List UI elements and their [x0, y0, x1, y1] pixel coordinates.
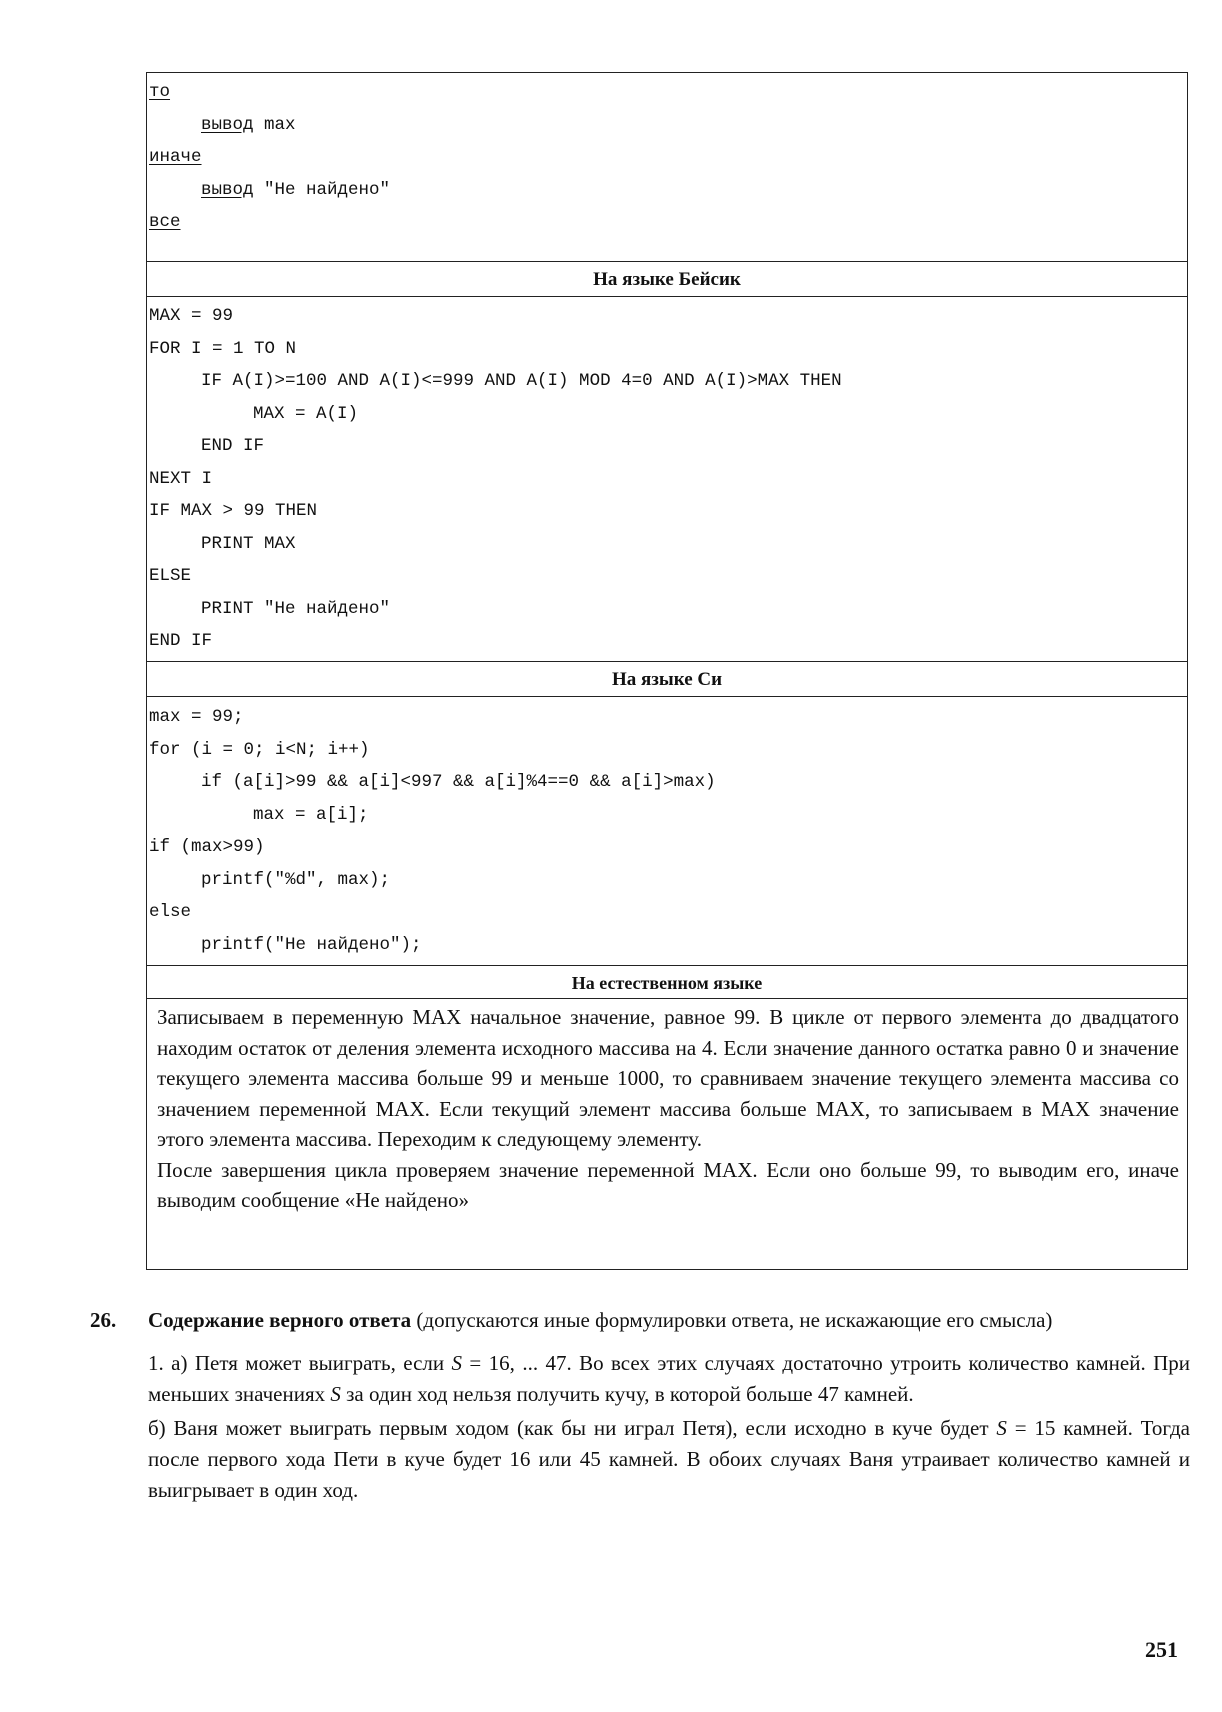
c-code-block: [147, 697, 1187, 965]
code-line: вывод "Не найдено": [201, 179, 391, 200]
code-line: END IF: [149, 631, 213, 651]
code-line: IF A(I)>=100 AND A(I)<=999 AND A(I) MOD 4=0 AND A(I)>MAX THEN: [201, 371, 842, 391]
basic-code-block: [147, 297, 1187, 661]
code-line: else: [149, 902, 192, 922]
natural-paragraph: После завершения цикла проверяем значение переменной MAX. Если оно больше 99, то выводим его, иначе выводим сообщение «Не найдено»: [157, 1157, 1179, 1212]
natural-header: На естественном языке: [147, 965, 1187, 999]
question-26: [90, 1305, 1190, 1506]
code-line: то: [149, 82, 171, 102]
code-line: иначе: [149, 147, 202, 167]
code-line: ELSE: [149, 566, 192, 586]
code-line: FOR I = 1 TO N: [149, 338, 297, 359]
code-line: END IF: [201, 436, 265, 456]
code-line: MAX = 99: [149, 306, 234, 326]
natural-description: [147, 999, 1187, 1216]
solution-table: [146, 72, 1188, 1270]
code-line: NEXT I: [149, 468, 213, 489]
code-line: if (max>99): [149, 837, 265, 857]
code-line: for (i = 0; i<N; i++): [149, 739, 370, 760]
code-line: max = a[i];: [253, 804, 369, 825]
c-header: На языке Си: [147, 661, 1187, 697]
code-line: PRINT "Не найдено": [201, 598, 391, 619]
answer-part-b: б) Ваня может выиграть первым ходом (как бы ни играл Петя), если исходно в куче будет S = 15 камней. Тогда после первого хода Пети в куче будет 16 или 45 камней. В обоих случаях Ваня утраивает количество камней и выигрывает в один ход.: [148, 1416, 1190, 1502]
code-line: printf("Не найдено");: [201, 934, 422, 955]
basic-header: На языке Бейсик: [147, 261, 1187, 297]
question-number: 26.: [90, 1308, 117, 1332]
question-body: [148, 1305, 1190, 1506]
natural-paragraph: Записываем в переменную MAX начальное значение, равное 99. В цикле от первого элемента до двадцатого находим остаток от деления элемента исходного массива на 4. Если значение данного остатка равно 0 и значение текущего элемента массива больше 99 и меньше 1000, то сравниваем значение текущего элемента массива со значением переменной MAX. Если текущий элемент массива больше MAX, то записываем в MAX значение этого элемента массива. Переходим к следующему элементу.: [157, 1005, 1179, 1151]
answer-part-a: 1. а) Петя может выиграть, если S = 16, ... 47. Во всех этих случаях достаточно утроить количество камней. При меньших значениях S за один ход нельзя получить кучу, в которой больше 47 камней.: [148, 1351, 1190, 1406]
code-line: MAX = A(I): [253, 403, 359, 424]
code-line: PRINT MAX: [201, 533, 296, 554]
code-line: printf("%d", max);: [201, 869, 391, 890]
code-line: if (a[i]>99 && a[i]<997 && a[i]%4==0 && a[i]>max): [201, 772, 716, 792]
code-line: IF MAX > 99 THEN: [149, 501, 318, 521]
pascal-code-block: [147, 73, 1187, 261]
code-line: max = 99;: [149, 707, 244, 727]
code-line: все: [149, 212, 181, 232]
code-line: вывод max: [201, 114, 296, 135]
page-number: 251: [1145, 1637, 1178, 1662]
question-heading: Содержание верного ответа (допускаются иные формулировки ответа, не искажающие его смысла): [148, 1308, 1053, 1332]
